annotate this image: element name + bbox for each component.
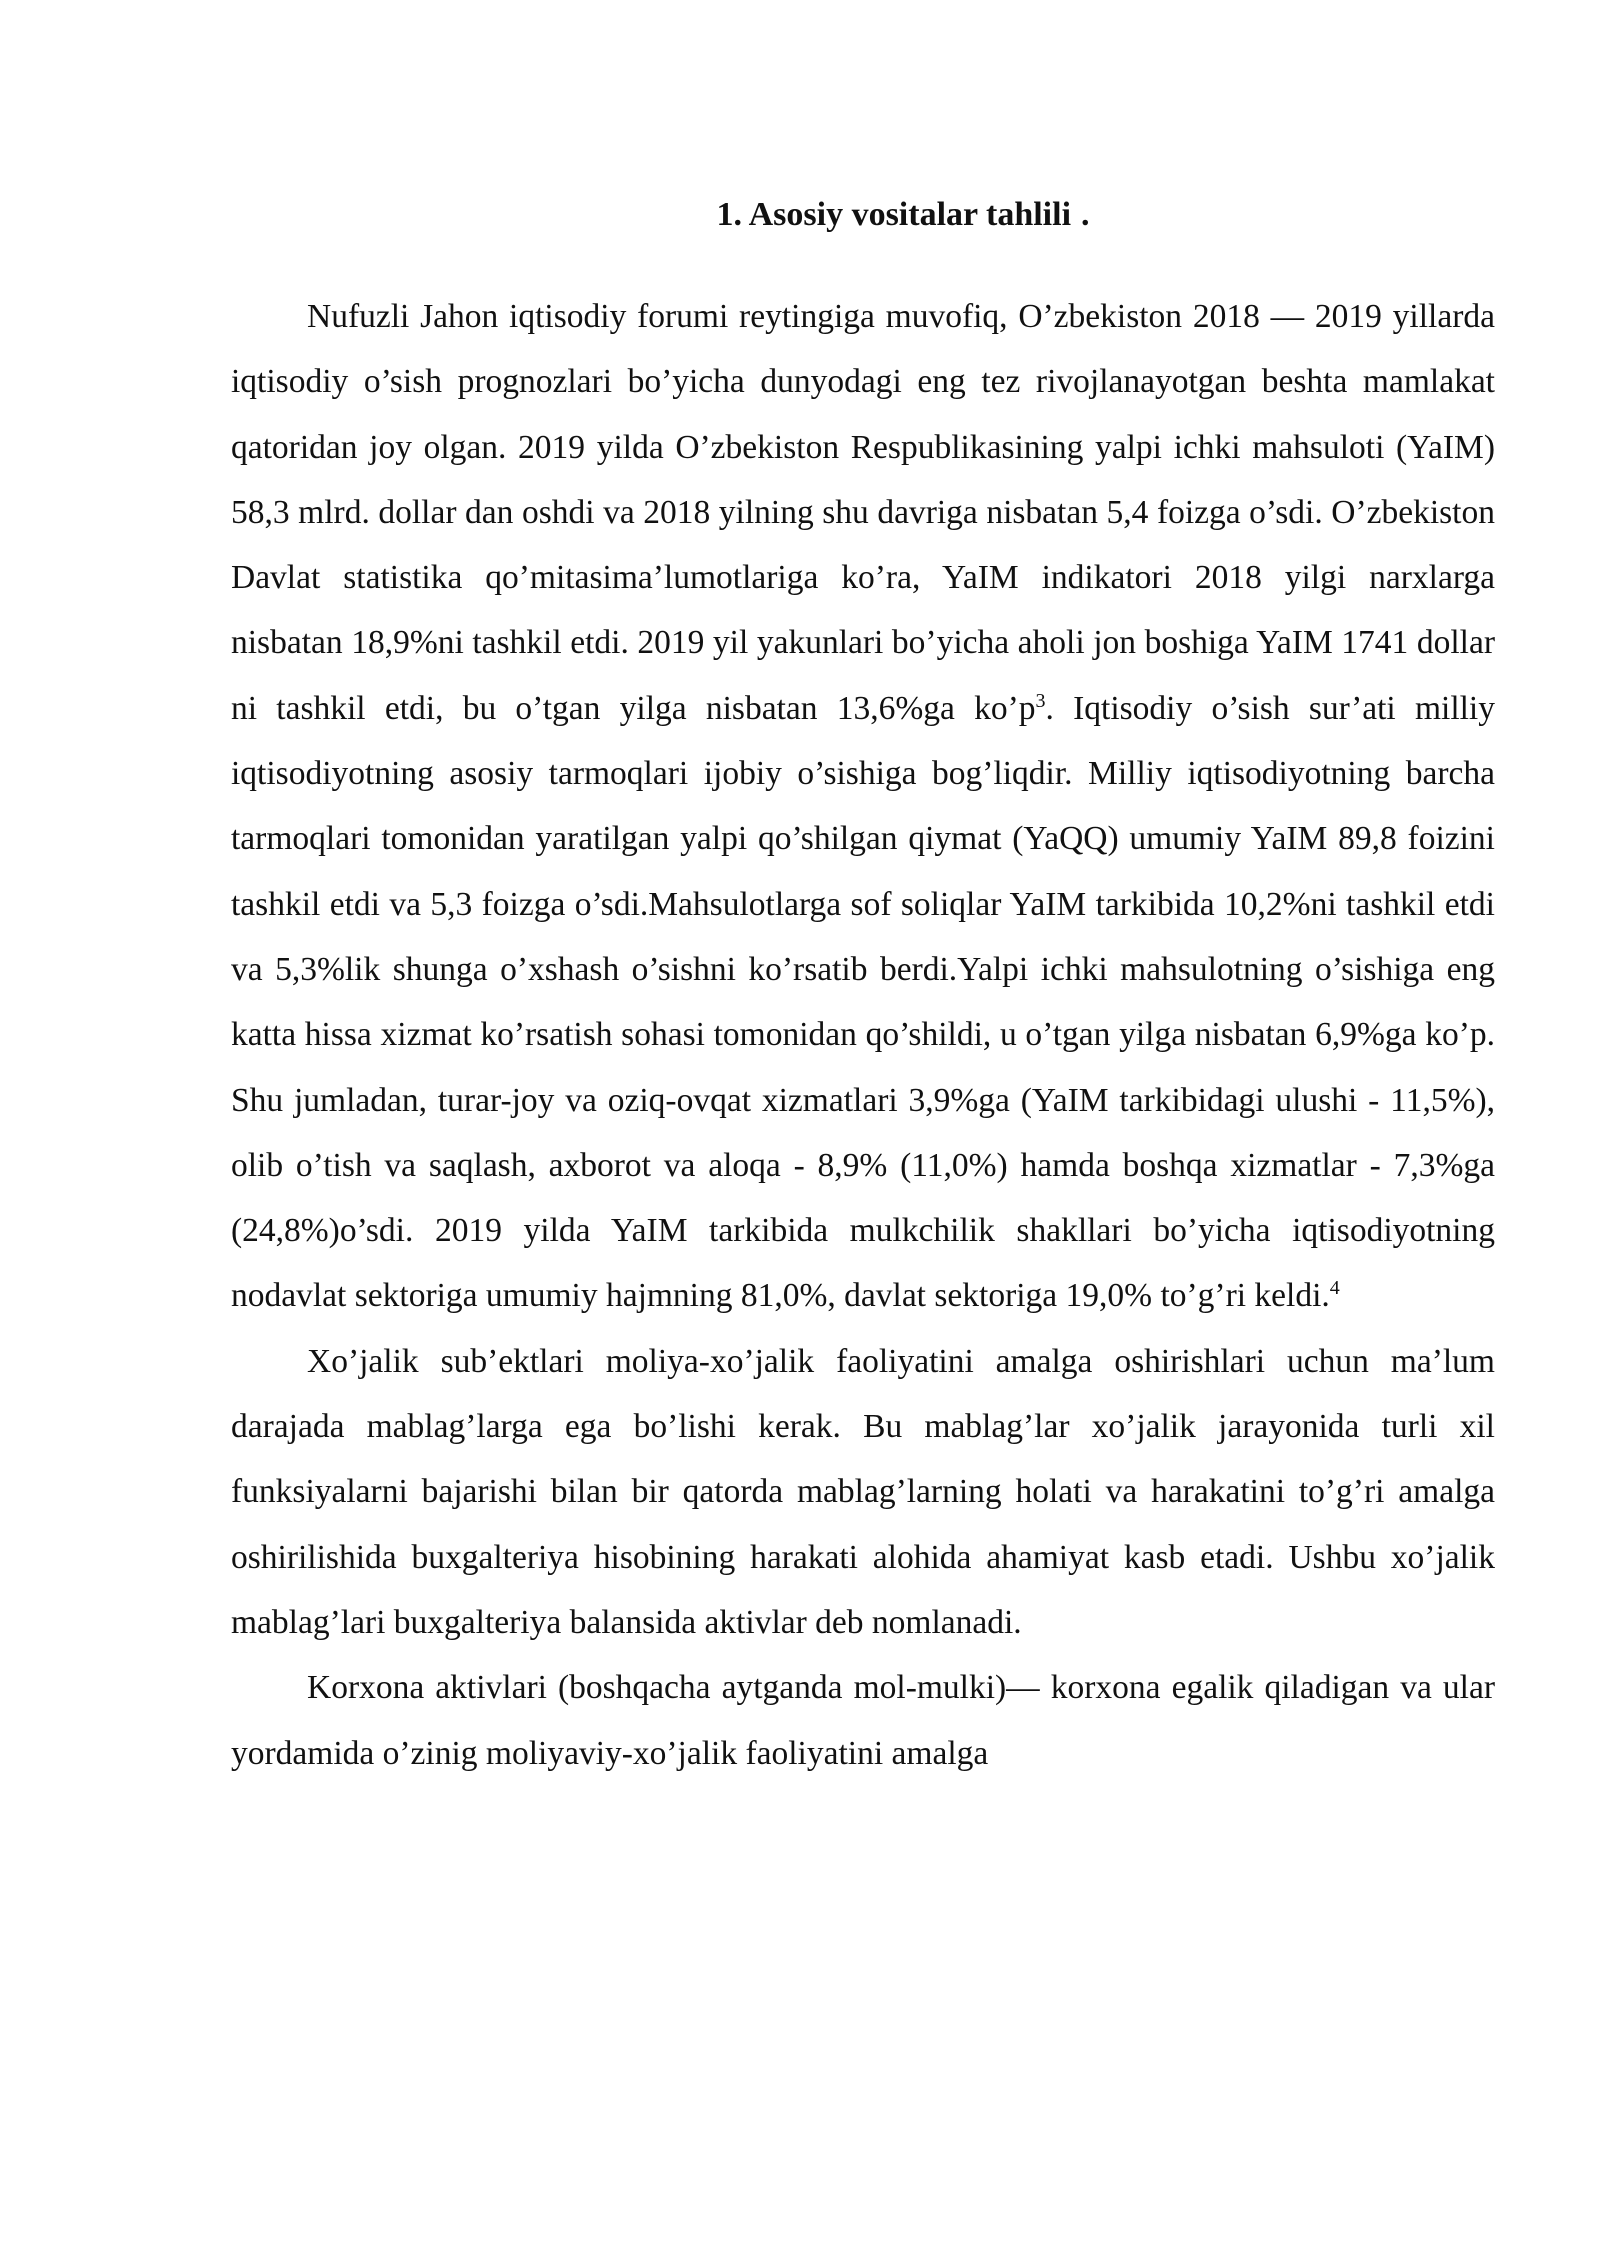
footnote-ref-3[interactable]: 3 [1035, 689, 1046, 712]
paragraph-business-assets: Xo’jalik sub’ektlari moliya-xo’jalik faoliyatini amalga oshirishlari uchun ma’lum darajada mablag’larga ega bo’lishi kerak. Bu mablag’lar xo’jalik jarayonida turli xil funksiyalarni bajarishi bilan bir qatorda mablag’larning holati va harakatini to’g’ri amalga oshirilishida buxgalteriya hisobining harakati alohida ahamiyat kasb etadi. Ushbu xo’jalik mablag’lari buxgalteriya balansida aktivlar deb nomlanadi. [231, 1342, 1495, 1641]
paragraph-text-part-1: Nufuzli Jahon iqtisodiy forumi reytingiga muvofiq, O’zbekiston 2018 — 2019 yillarda iqtisodiy o’sish prognozlari bo’yicha dunyodagi eng tez rivojlanayotgan beshta mamlakat qatoridan joy olgan. 2019 yilda O’zbekiston Respublikasining yalpi ichki mahsuloti (YaIM) 58,3 mlrd. dollar dan oshdi va 2018 yilning shu davriga nisbatan 5,4 foizga o’sdi. O’zbekiston Davlat statistika qo’mitasima’lumotlariga ko’ra, YaIM indikatori 2018 yilgi narxlarga nisbatan 18,9%ni tashkil etdi. 2019 yil yakunlari bo’yicha aholi jon boshiga YaIM 1741 dollar ni tashkil etdi, bu o’tgan yilga nisbatan 13,6%ga ko’p [231, 298, 1495, 727]
section-heading-text: 1. Asosiy vositalar tahlili [716, 196, 1072, 233]
section-heading [231, 190, 1495, 240]
paragraph-text-part-2: . Iqtisodiy o’sish sur’ati milliy iqtisodiyotning asosiy tarmoqlari ijobiy o’sishiga bog’liqdir. Milliy iqtisodiyotning barcha tarmoqlari tomonidan yaratilgan yalpi qo’shilgan qiymat (YaQQ) umumiy YaIM 89,8 foizini tashkil etdi va 5,3 foizga o’sdi.Mahsulotlarga sof soliqlar YaIM tarkibida 10,2%ni tashkil etdi va 5,3%lik shunga o’xshash o’sishni ko’rsatib berdi.Yalpi ichki mahsulotning o’sishiga eng katta hissa xizmat ko’rsatish sohasi tomonidan qo’shildi, u o’tgan yilga nisbatan 6,9%ga ko’p. Shu jumladan, turar-joy va oziq-ovqat xizmatlari 3,9%ga (YaIM tarkibidagi ulushi - 11,5%), olib o’tish va saqlash, axborot va aloqa - 8,9% (11,0%) hamda boshqa xizmatlar - 7,3%ga (24,8%)o’sdi. 2019 yilda YaIM tarkibida mulkchilik shakllari bo’yicha iqtisodiyotning nodavlat sektoriga umumiy hajmning 81,0%, davlat sektoriga 19,0% to’g’ri keldi. [231, 689, 1495, 1315]
paragraph-economy-overview [231, 284, 1495, 1329]
page-content [231, 190, 1495, 1786]
footnote-ref-4[interactable]: 4 [1329, 1277, 1340, 1300]
paragraph-enterprise-assets: Korxona aktivlari (boshqacha aytganda mol-mulki)— korxona egalik qiladigan va ular yordamida o’zinig moliyaviy-xo’jalik faoliyatini amalga [231, 1669, 1495, 1772]
section-heading-dot: . [1081, 196, 1090, 233]
